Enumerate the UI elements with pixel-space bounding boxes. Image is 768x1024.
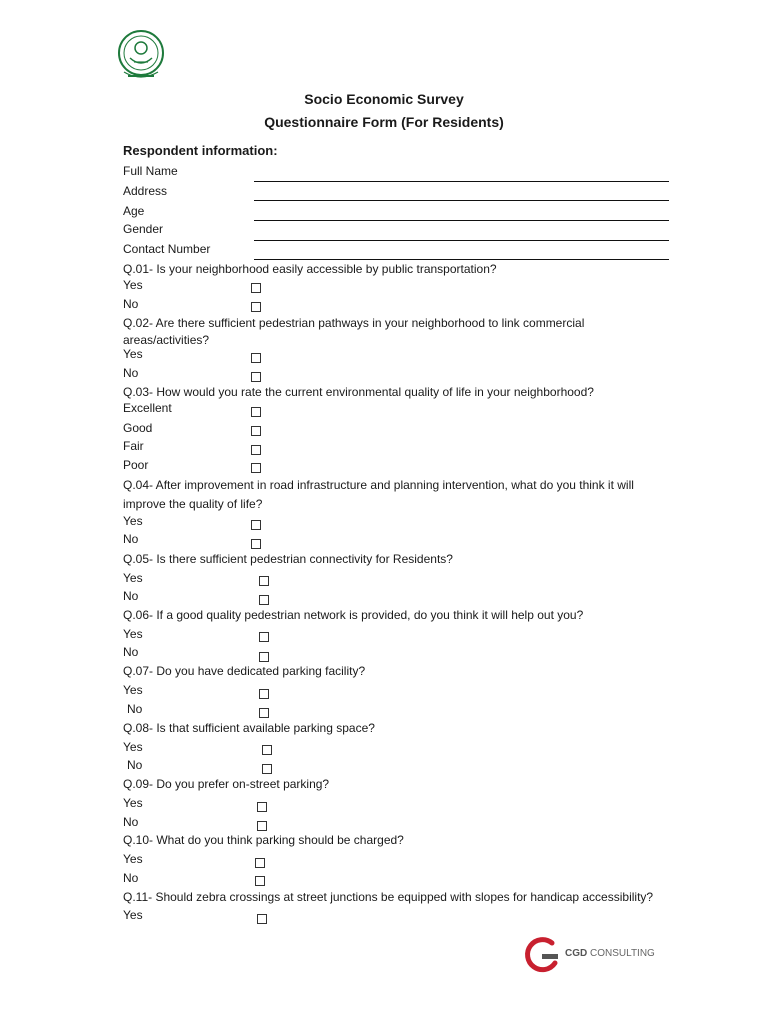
option-label: Yes bbox=[123, 278, 143, 292]
q01-yes-checkbox[interactable] bbox=[251, 283, 261, 293]
q03-excellent-checkbox[interactable] bbox=[251, 407, 261, 417]
option-label: No bbox=[123, 815, 139, 829]
q06-yes-checkbox[interactable] bbox=[259, 632, 269, 642]
question-11: Q.11- Should zebra crossings at street junctions be equipped with slopes for handicap accessibility? bbox=[123, 890, 654, 904]
option-label: Poor bbox=[123, 458, 149, 472]
question-07: Q.07- Do you have dedicated parking facility? bbox=[123, 664, 366, 678]
field-label-full-name: Full Name bbox=[123, 164, 178, 178]
q03-good-checkbox[interactable] bbox=[251, 426, 261, 436]
footer-brand bbox=[565, 948, 655, 959]
question-05: Q.05- Is there sufficient pedestrian connectivity for Residents? bbox=[123, 552, 453, 566]
cgd-logo-icon bbox=[522, 935, 562, 975]
option-label: No bbox=[123, 297, 139, 311]
question-09: Q.09- Do you prefer on-street parking? bbox=[123, 777, 330, 791]
option-label: No bbox=[123, 645, 139, 659]
page-subtitle: Questionnaire Form (For Residents) bbox=[264, 114, 504, 130]
option-label: Good bbox=[123, 421, 153, 435]
field-label-gender: Gender bbox=[123, 222, 164, 236]
gender-input[interactable] bbox=[254, 240, 669, 241]
q07-yes-checkbox[interactable] bbox=[259, 689, 269, 699]
full-name-input[interactable] bbox=[254, 181, 669, 182]
option-label: No bbox=[123, 532, 139, 546]
question-04: Q.04- After improvement in road infrastructure and planning intervention, what do you think it will improve the quality of life? bbox=[123, 478, 634, 511]
option-label: Yes bbox=[123, 627, 143, 641]
contact-number-input[interactable] bbox=[254, 259, 669, 260]
q03-fair-checkbox[interactable] bbox=[251, 445, 261, 455]
q03-poor-checkbox[interactable] bbox=[251, 463, 261, 473]
option-label: Yes bbox=[123, 852, 143, 866]
q04-yes-checkbox[interactable] bbox=[251, 520, 261, 530]
question-02: Q.02- Are there sufficient pedestrian pathways in your neighborhood to link commercial areas/activities? bbox=[123, 316, 585, 347]
footer-brand-bold: CGD bbox=[565, 948, 588, 959]
age-input[interactable] bbox=[254, 220, 669, 221]
option-label: Fair bbox=[123, 439, 144, 453]
footer-brand-rest: CONSULTING bbox=[587, 948, 655, 959]
q05-no-checkbox[interactable] bbox=[259, 595, 269, 605]
q02-yes-checkbox[interactable] bbox=[251, 353, 261, 363]
question-01: Q.01- Is your neighborhood easily accessible by public transportation? bbox=[123, 262, 497, 276]
question-10: Q.10- What do you think parking should be charged? bbox=[123, 833, 404, 847]
option-label: Yes bbox=[123, 683, 143, 697]
q05-yes-checkbox[interactable] bbox=[259, 576, 269, 586]
q01-no-checkbox[interactable] bbox=[251, 302, 261, 312]
q11-yes-checkbox[interactable] bbox=[257, 914, 267, 924]
option-label: No bbox=[123, 366, 139, 380]
option-label: Yes bbox=[123, 796, 143, 810]
q06-no-checkbox[interactable] bbox=[259, 652, 269, 662]
field-label-contact-number: Contact Number bbox=[123, 242, 211, 256]
option-label: Yes bbox=[123, 740, 143, 754]
q10-no-checkbox[interactable] bbox=[255, 876, 265, 886]
question-06: Q.06- If a good quality pedestrian network is provided, do you think it will help out you? bbox=[123, 608, 584, 622]
option-label: Yes bbox=[123, 514, 143, 528]
option-label: Excellent bbox=[123, 401, 172, 415]
address-input[interactable] bbox=[254, 200, 669, 201]
option-label: Yes bbox=[123, 571, 143, 585]
option-label: Yes bbox=[123, 347, 143, 361]
field-label-age: Age bbox=[123, 204, 145, 218]
q07-no-checkbox[interactable] bbox=[259, 708, 269, 718]
q08-yes-checkbox[interactable] bbox=[262, 745, 272, 755]
option-label: No bbox=[127, 702, 143, 716]
page-title: Socio Economic Survey bbox=[304, 91, 464, 107]
option-label: No bbox=[123, 589, 139, 603]
field-label-address: Address bbox=[123, 184, 168, 198]
q09-no-checkbox[interactable] bbox=[257, 821, 267, 831]
respondent-heading: Respondent information: bbox=[123, 143, 278, 158]
question-08: Q.08- Is that sufficient available parking space? bbox=[123, 721, 375, 735]
q02-no-checkbox[interactable] bbox=[251, 372, 261, 382]
q09-yes-checkbox[interactable] bbox=[257, 802, 267, 812]
option-label: No bbox=[127, 758, 143, 772]
q08-no-checkbox[interactable] bbox=[262, 764, 272, 774]
q10-yes-checkbox[interactable] bbox=[255, 858, 265, 868]
question-03: Q.03- How would you rate the current environmental quality of life in your neighborhood? bbox=[123, 385, 594, 399]
option-label: No bbox=[123, 871, 139, 885]
government-seal-icon bbox=[116, 28, 166, 82]
q04-no-checkbox[interactable] bbox=[251, 539, 261, 549]
option-label: Yes bbox=[123, 908, 143, 922]
